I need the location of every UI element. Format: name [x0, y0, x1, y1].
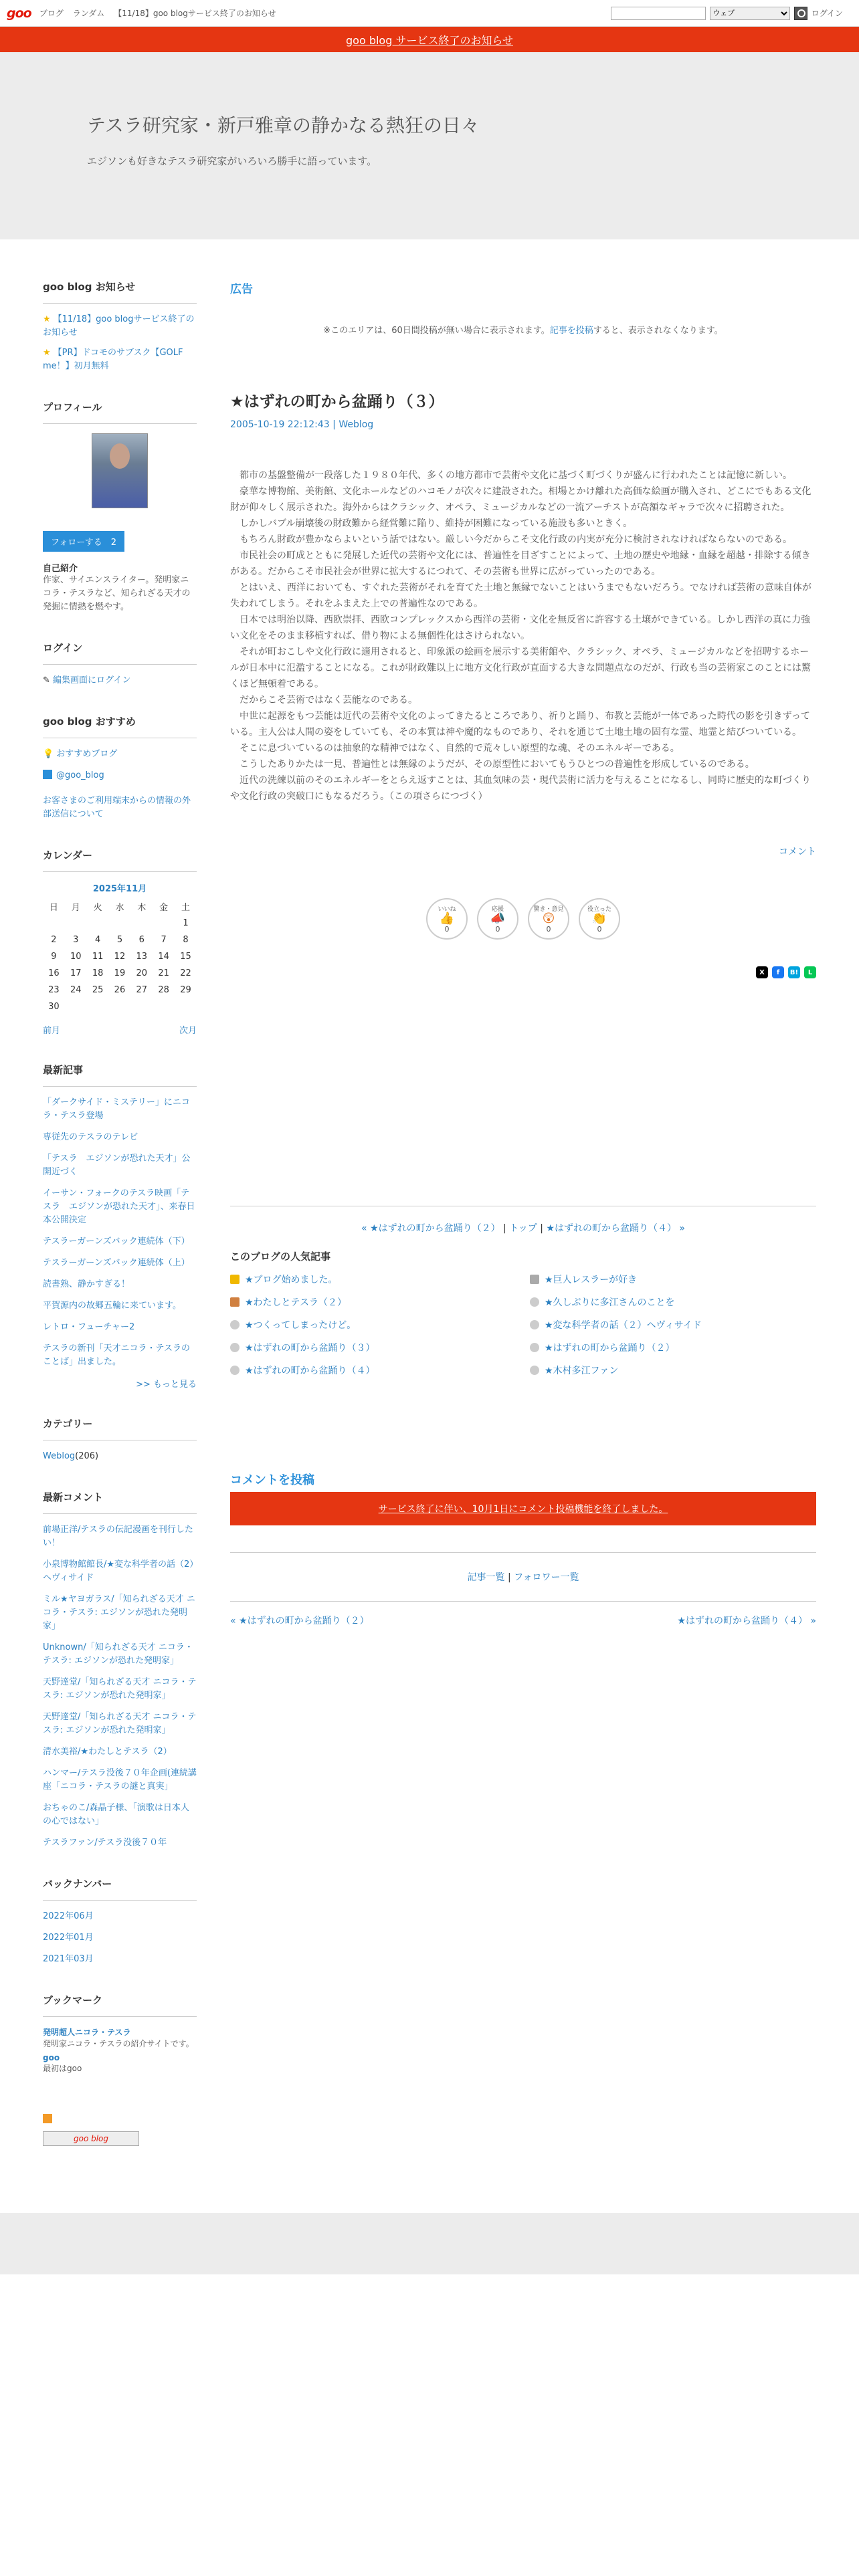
edit-login-link[interactable]: 編集画面にログイン [53, 675, 131, 685]
popular-entry-link[interactable]: ★はずれの町から盆踊り（３） [245, 1343, 375, 1354]
calendar-day [109, 998, 131, 1015]
calendar-day: 21 [158, 968, 169, 978]
calendar-day: 1 [183, 918, 189, 928]
thumbs-up-icon: 👍 [439, 911, 455, 926]
comment-post-section [230, 1471, 816, 1525]
search-icon[interactable] [794, 7, 807, 20]
calendar-day: 13 [136, 952, 148, 962]
clap-icon: 👏 [591, 911, 607, 926]
calendar-section [43, 848, 197, 1036]
calendar-week [43, 915, 197, 932]
calendar-weekday: 火 [93, 903, 102, 913]
popular-entry-item [230, 1341, 516, 1354]
calendar-day: 22 [180, 968, 191, 978]
calendar-weekday: 金 [159, 903, 169, 913]
calendar-day: 26 [114, 985, 126, 995]
backnumber-section [43, 1876, 197, 1966]
reaction-count: 0 [597, 925, 602, 934]
nav-random-link[interactable]: ランダム [72, 9, 105, 18]
entry-paragraph: だからこそ芸術ではなく芸能なのである。 [240, 695, 417, 706]
intro-label: 自己紹介 [43, 564, 78, 574]
intro-text: 作家、サイエンスライター。発明家ニコラ・テスラなど、知られざる天才の発掘に情熱を燃やす。 [43, 575, 191, 612]
goo-blog-twitter-link[interactable]: @goo_blog [56, 770, 104, 780]
calendar-week [43, 982, 197, 998]
recommend-heading: goo blog おすすめ [43, 714, 197, 738]
search-input[interactable] [611, 7, 706, 20]
share-buttons [230, 966, 816, 978]
reaction-count: 0 [495, 925, 500, 934]
comment-post-heading: コメントを投稿 [230, 1473, 314, 1487]
recommended-blog-link[interactable]: おすすめブログ [56, 749, 118, 759]
calendar-weekday: 日 [49, 903, 58, 913]
calendar-day: 3 [73, 935, 79, 945]
login-heading: ログイン [43, 641, 197, 665]
calendar-day [153, 998, 175, 1015]
bookmark-link[interactable]: 発明超人ニコラ・テスラ [43, 2028, 131, 2037]
category-count: (206) [75, 1451, 99, 1461]
popular-entry-item [530, 1273, 816, 1286]
calendar-prev-link[interactable]: 前月 [43, 1026, 61, 1036]
popular-entries-section [230, 1249, 816, 1377]
service-end-notice-link[interactable]: goo blog サービス終了のお知らせ [346, 33, 513, 47]
recent-comments-heading: 最新コメント [43, 1490, 197, 1514]
backnumber-item[interactable]: 2022年01月 [43, 1933, 94, 1943]
calendar-day: 20 [136, 968, 148, 978]
calendar-day [109, 915, 131, 932]
calendar-day: 24 [70, 985, 82, 995]
entry-pager: « ★はずれの町から盆踊り（２） | トップ | ★はずれの町から盆踊り（４） » [230, 1206, 816, 1249]
reaction-button[interactable] [426, 898, 468, 940]
twitter-icon [43, 770, 52, 779]
footer [0, 2213, 859, 2274]
category-section [43, 1416, 197, 1463]
recent-entry-link[interactable]: テスラーガーンズバック連続体（下） [43, 1237, 190, 1247]
recent-comments-section [43, 1490, 197, 1850]
calendar-day: 7 [161, 935, 167, 945]
blog-header [0, 52, 859, 239]
calendar-day: 17 [70, 968, 82, 978]
calendar-day [130, 998, 153, 1015]
calendar-day [175, 998, 197, 1015]
profile-section [43, 400, 197, 614]
entry-paragraph: 日本では明治以降、西欧崇拝、西欧コンプレックスから西洋の芸術・文化を無反省に許容する土壌ができている。しかし西洋の真に力強い文化をそのまま移植すれば、借り物による無個性化はさけられない。 [230, 615, 811, 641]
popular-entry-link[interactable]: ★変な科学者の話（２）ヘヴィサイド [545, 1320, 702, 1331]
backnumber-heading: バックナンバー [43, 1876, 197, 1901]
lightbulb-icon: 💡 [43, 749, 54, 759]
popular-entry-item [230, 1364, 516, 1377]
rank-circle-icon [230, 1343, 240, 1352]
rank-circle-icon [530, 1343, 539, 1352]
service-end-notice-bar [0, 27, 859, 52]
rank-circle-icon [530, 1366, 539, 1375]
line-icon[interactable]: L [804, 966, 816, 978]
entry-paragraph: 中世に起源をもつ芸能は近代の芸術や文化のよってきたるところであり、祈りと踊り、布教と芸能が一体であった時代の影を引きずっている。主人公は人間の姿をしていても、その本質は神や魔的なものであり、それを通じて土地土地の固有な霊、地霊と結びついている。 [230, 711, 810, 738]
calendar-day [130, 915, 153, 932]
calendar-weekday: 月 [71, 903, 80, 913]
entry-date[interactable]: 2005-10-19 22:12:43 [230, 419, 330, 430]
search-scope-select[interactable] [710, 7, 790, 20]
popular-entry-link[interactable]: ★はずれの町から盆踊り（２） [545, 1343, 675, 1354]
entry-meta: 2005-10-19 22:12:43 | Weblog [230, 419, 374, 430]
calendar-day: 19 [114, 968, 126, 978]
calendar-week [43, 998, 197, 1015]
entry-paragraph: しかしバブル崩壊後の財政難から経営難に陥り、維持が困難になっている施設も多いときく。 [240, 518, 633, 529]
calendar-day: 30 [48, 1002, 60, 1012]
category-link[interactable]: Weblog [43, 1451, 76, 1461]
category-heading: カテゴリー [43, 1416, 197, 1440]
main-content [230, 280, 816, 2173]
post-article-link[interactable]: 記事を投稿 [549, 326, 593, 336]
bookmark-desc: 最初はgoo [43, 2064, 82, 2073]
follow-button[interactable]: フォローする 2 [43, 531, 124, 552]
recent-entry-link[interactable]: テスラの新刊「天才ニコラ・テスラのことば」出ました。 [43, 1344, 190, 1367]
calendar-weekday: 水 [115, 903, 124, 913]
calendar-day [153, 915, 175, 932]
recent-entry-link[interactable]: 読書熟、静かすぎる！ [43, 1279, 130, 1289]
calendar-weekday: 土 [181, 903, 191, 913]
calendar-day: 2 [51, 935, 57, 945]
calendar-day: 5 [116, 935, 123, 945]
popular-entry-link[interactable]: ★ブログ始めました。 [245, 1275, 338, 1285]
popular-entry-item [530, 1295, 816, 1309]
entry-paragraph: 市民社会の町成とともに発展した近代の芸術や文化には、普遍性を目ざすことによって、土地の歴史や地縁・血縁を超越・排除する傾きがある。だからこそ市民社会が世界に拡大するにつれて、その芸術も世界に広がっていったのである。 [230, 550, 811, 577]
calendar-heading: カレンダー [43, 848, 197, 872]
calendar-day: 4 [94, 935, 101, 945]
comment-ended-link[interactable]: サービス終了に伴い、10月1日にコメント投稿機能を終了しました。 [378, 1504, 668, 1515]
pencil-icon: ✎ [43, 675, 54, 685]
crown-icon [230, 1275, 240, 1284]
popular-entry-link[interactable]: ★つくってしまったけど。 [245, 1320, 357, 1331]
calendar-day: 8 [183, 935, 189, 945]
recent-comment-link[interactable]: おちゃのこ/森晶子様、「演歌は日本人の心ではない」 [43, 1803, 189, 1826]
calendar-table [43, 898, 197, 1015]
recent-comment-link[interactable]: ミル★ヤヨガラス/「知られざる天才 ニコラ・テスラ: エジソンが恐れた発明家」 [43, 1594, 195, 1631]
calendar-week [43, 965, 197, 982]
reaction-button[interactable] [477, 898, 518, 940]
calendar-day [87, 998, 109, 1015]
recent-comment-link[interactable]: 天野達堂/「知られざる天才 ニコラ・テスラ: エジソンが恐れた発明家」 [43, 1677, 197, 1701]
sidebar [43, 280, 197, 2173]
recent-entry-link[interactable]: イーサン・フォークのテスラ映画「テスラ エジソンが恐れた天才」、来春日本公開決定 [43, 1188, 195, 1225]
reaction-button[interactable] [528, 898, 569, 940]
calendar-day: 9 [51, 952, 57, 962]
calendar-day [65, 915, 87, 932]
recent-entry-link[interactable]: 「テスラ エジソンが恐れた天才」公開近づく [43, 1154, 191, 1177]
entry-paragraph: 近代の洗練以前のそのエネルギーをとらえ返すことは、其血気味の芸・現代芸術に活力を与えることになるし、同時に歴史的な町づくりや文化行政の突破口にもなるだろう。（この項さらにつづく） [230, 775, 811, 802]
calendar-day: 27 [136, 985, 148, 995]
reaction-count: 0 [444, 925, 450, 934]
popular-entry-item [230, 1273, 516, 1286]
calendar-day: 29 [180, 985, 191, 995]
login-section [43, 641, 197, 687]
ad-section [230, 280, 816, 336]
next-entry-link[interactable]: ★はずれの町から盆踊り（４） » [677, 1616, 816, 1626]
bookmark-heading: ブックマーク [43, 1993, 197, 2017]
popular-heading: このブログの人気記事 [230, 1251, 331, 1263]
hatena-icon[interactable]: B! [788, 966, 800, 978]
goo-logo[interactable]: goo [7, 5, 31, 21]
bookmark-desc: 発明家ニコラ・テスラの紹介サイトです。 [43, 2039, 194, 2048]
blog-title[interactable]: テスラ研究家・新戸雅章の静かなる熱狂の日々 [87, 114, 480, 136]
reaction-label: 応援 [491, 906, 504, 913]
bookmark-link[interactable]: goo [43, 2053, 60, 2062]
calendar-day: 25 [92, 985, 104, 995]
recent-entries-section [43, 1063, 197, 1390]
reaction-label: いいね [438, 906, 456, 913]
entry-list-link[interactable]: 記事一覧 [467, 1572, 505, 1583]
backnumber-item[interactable]: 2022年06月 [43, 1911, 94, 1921]
login-link[interactable]: ログイン [811, 9, 843, 18]
rss-icon[interactable] [43, 2114, 52, 2123]
recent-comment-link[interactable]: 小泉博物館館長/★変な科学者の話（2）ヘヴィサイド [43, 1560, 194, 1583]
rank-circle-icon [530, 1320, 539, 1329]
entry-paragraph: もちろん財政が豊かならよいという話ではない。厳しい今だからこそ文化行政の内実が充分に検討されなければならないのである。 [240, 534, 792, 545]
rank-circle-icon [230, 1366, 240, 1375]
calendar-day: 14 [158, 952, 169, 962]
follower-list-link[interactable]: フォロワー一覧 [514, 1572, 579, 1583]
pager-top-link[interactable]: トップ [509, 1223, 537, 1234]
reaction-button[interactable] [579, 898, 620, 940]
news-item[interactable]: 【PR】ドコモのサブスク【GOLF me！】初月無料 [43, 348, 183, 371]
comment-ended-notice [230, 1492, 816, 1525]
top-search-area [611, 7, 852, 20]
crown-icon [230, 1297, 240, 1307]
entry-paragraph: とはいえ、西洋においても、すぐれた芸術がそれを育てた土地と無縁でないことはいうまでもないだろう。でなければ芸術の意味自体が失われてしまう。それをふまえた上での普遍性なのである。 [230, 582, 812, 609]
bookmark-section [43, 1993, 197, 2146]
top-navigation-bar [0, 0, 859, 27]
recent-entry-link[interactable]: 「ダークサイド・ミステリー」にニコラ・テスラ登場 [43, 1097, 190, 1121]
recent-comment-link[interactable]: 前場正洋/テスラの伝記漫画を刊行したい！ [43, 1525, 193, 1548]
goo-blog-badge[interactable]: goo blog [43, 2131, 139, 2146]
recent-entry-link[interactable]: レトロ・フューチャー2 [43, 1322, 135, 1332]
backnumber-item[interactable]: 2021年03月 [43, 1954, 94, 1964]
external-transmission-link[interactable]: お客さまのご利用端末からの情報の外部送信について [43, 796, 191, 819]
profile-heading: プロフィール [43, 400, 197, 424]
entry-body [230, 467, 816, 804]
x-icon[interactable]: X [756, 966, 768, 978]
popular-entry-link[interactable]: ★久しぶりに多江さんのことを [545, 1297, 675, 1308]
profile-photo[interactable] [92, 433, 148, 508]
entry-paragraph: 豪華な博物館、美術館、文化ホールなどのハコモノが次々に建設された。相場とかけ離れた高価な絵画が購入され、どこにでもある文化財が仰々しく展示された。海外からはクラシック、オペラ、ミュージカルなどの一流アーチストが高額なギャラで次々に招聘された。 [230, 486, 812, 513]
prev-next-nav [230, 1602, 816, 1639]
reaction-buttons [230, 898, 816, 940]
popular-entry-item [530, 1341, 816, 1354]
popular-entry-link[interactable]: ★木村多江ファン [545, 1366, 619, 1376]
entry-category-link[interactable]: Weblog [339, 419, 374, 430]
popular-entry-item [230, 1318, 516, 1331]
entry-paragraph: こうしたありかたは一見、普遍性とは無縁のようだが、その原型性においてもうひとつの普遍性を形成しているのである。 [240, 759, 755, 770]
comment-link[interactable]: コメント [779, 847, 816, 857]
ad-notice: ※このエリアは、60日間投稿が無い場合に表示されます。記事を投稿すると、表示されなくなります。 [323, 326, 723, 336]
calendar-day: 28 [158, 985, 169, 995]
calendar-week [43, 948, 197, 965]
popular-entry-item [530, 1318, 816, 1331]
popular-entry-item [530, 1364, 816, 1377]
news-heading: goo blog お知らせ [43, 280, 197, 304]
rank-circle-icon [230, 1320, 240, 1329]
recent-entries-heading: 最新記事 [43, 1063, 197, 1087]
bottom-navigation: 記事一覧 | フォロワー一覧 [230, 1552, 816, 1602]
crown-icon [530, 1275, 539, 1284]
megaphone-icon: 📣 [490, 911, 506, 926]
recent-comment-link[interactable]: Unknown/「知られざる天才 ニコラ・テスラ: エジソンが恐れた発明家」 [43, 1642, 193, 1666]
calendar-day [87, 915, 109, 932]
news-item[interactable]: 【11/18】goo blogサービス終了のお知らせ [43, 314, 195, 338]
calendar-day [43, 915, 65, 932]
calendar-day: 6 [138, 935, 145, 945]
more-link[interactable]: >> もっと見る [136, 1380, 197, 1390]
popular-entry-link[interactable]: ★巨人レスラーが好き [545, 1275, 638, 1285]
nav-service-end-link[interactable]: 【11/18】goo blogサービス終了のお知らせ [114, 9, 276, 18]
entry-title[interactable]: ★はずれの町から盆踊り（３） [230, 393, 444, 411]
recent-entry-link[interactable]: 平賀源内の故郷五輪に来ています。 [43, 1301, 181, 1311]
recent-entry-link[interactable]: 専従先のテスラのテレビ [43, 1132, 138, 1142]
recommend-section [43, 714, 197, 821]
facebook-icon[interactable]: f [772, 966, 784, 978]
recent-comment-link[interactable]: テスラファン/テスラ没後７０年 [43, 1838, 167, 1848]
calendar-next-link[interactable]: 次月 [179, 1026, 197, 1036]
entry-paragraph: それが町おこしや文化行政に適用されると、印象派の絵画を展示する美術館や、クラシック、オペラ、ミュージカルなどを招聘するホールが日本中に氾濫することになる。これが財政難以上に地方文化行政が直面する大きな問題点なのだが、行政も当の芸術家このことには驚くほど無頓着である。 [230, 647, 811, 689]
popular-entry-item [230, 1295, 516, 1309]
recent-comment-link[interactable]: 清水美裕/★わたしとテスラ（2） [43, 1747, 172, 1757]
recent-comment-link[interactable]: 天野達堂/「知られざる天才 ニコラ・テスラ: エジソンが恐れた発明家」 [43, 1712, 197, 1735]
ad-heading: 広告 [230, 283, 253, 296]
blog-description: エジソンも好きなテスラ研究家がいろいろ勝手に語っています。 [87, 155, 377, 167]
calendar-day: 10 [70, 952, 82, 962]
entry-paragraph: そこに息づいているのは抽象的な精神ではなく、自然的で荒々しい原型的な魂、そのエネルギーである。 [240, 743, 680, 754]
popular-entry-link[interactable]: ★はずれの町から盆踊り（４） [245, 1366, 375, 1376]
calendar-weekday: 木 [137, 903, 147, 913]
calendar-day: 18 [92, 968, 104, 978]
surprised-face-icon: 😲 [542, 911, 555, 926]
popular-entry-link[interactable]: ★わたしとテスラ（２） [245, 1297, 347, 1308]
calendar-day: 11 [92, 952, 104, 962]
calendar-day: 15 [180, 952, 191, 962]
recent-comment-link[interactable]: ハンマー/テスラ没後７０年企画(連続講座「ニコラ・テスラの謎と真実」 [43, 1768, 197, 1792]
rank-circle-icon [530, 1297, 539, 1307]
star-icon: ★ [43, 314, 51, 324]
calendar-day: 12 [114, 952, 126, 962]
calendar-day: 16 [48, 968, 60, 978]
recent-entry-link[interactable]: テスラーガーンズバック連続体（上） [43, 1258, 190, 1268]
pager-prev-link[interactable]: « ★はずれの町から盆踊り（２） [361, 1223, 500, 1234]
reaction-count: 0 [546, 925, 551, 934]
reaction-label: 驚き・意見 [533, 906, 564, 913]
prev-entry-link[interactable]: « ★はずれの町から盆踊り（２） [230, 1616, 369, 1626]
calendar-day [65, 998, 87, 1015]
reaction-label: 役立った [587, 906, 611, 913]
news-section [43, 280, 197, 373]
calendar-month[interactable]: 2025年11月 [92, 884, 147, 894]
entry-paragraph: 都市の基盤整備が一段落した１９８０年代、多くの地方都市で芸術や文化に基づく町づくりが盛んに行われたことは記憶に新しい。 [240, 470, 792, 481]
calendar-week [43, 932, 197, 948]
calendar-day: 23 [48, 985, 60, 995]
nav-blog-link[interactable]: ブログ [39, 9, 64, 18]
star-icon: ★ [43, 348, 51, 358]
pager-next-link[interactable]: ★はずれの町から盆踊り（４） » [546, 1223, 685, 1234]
